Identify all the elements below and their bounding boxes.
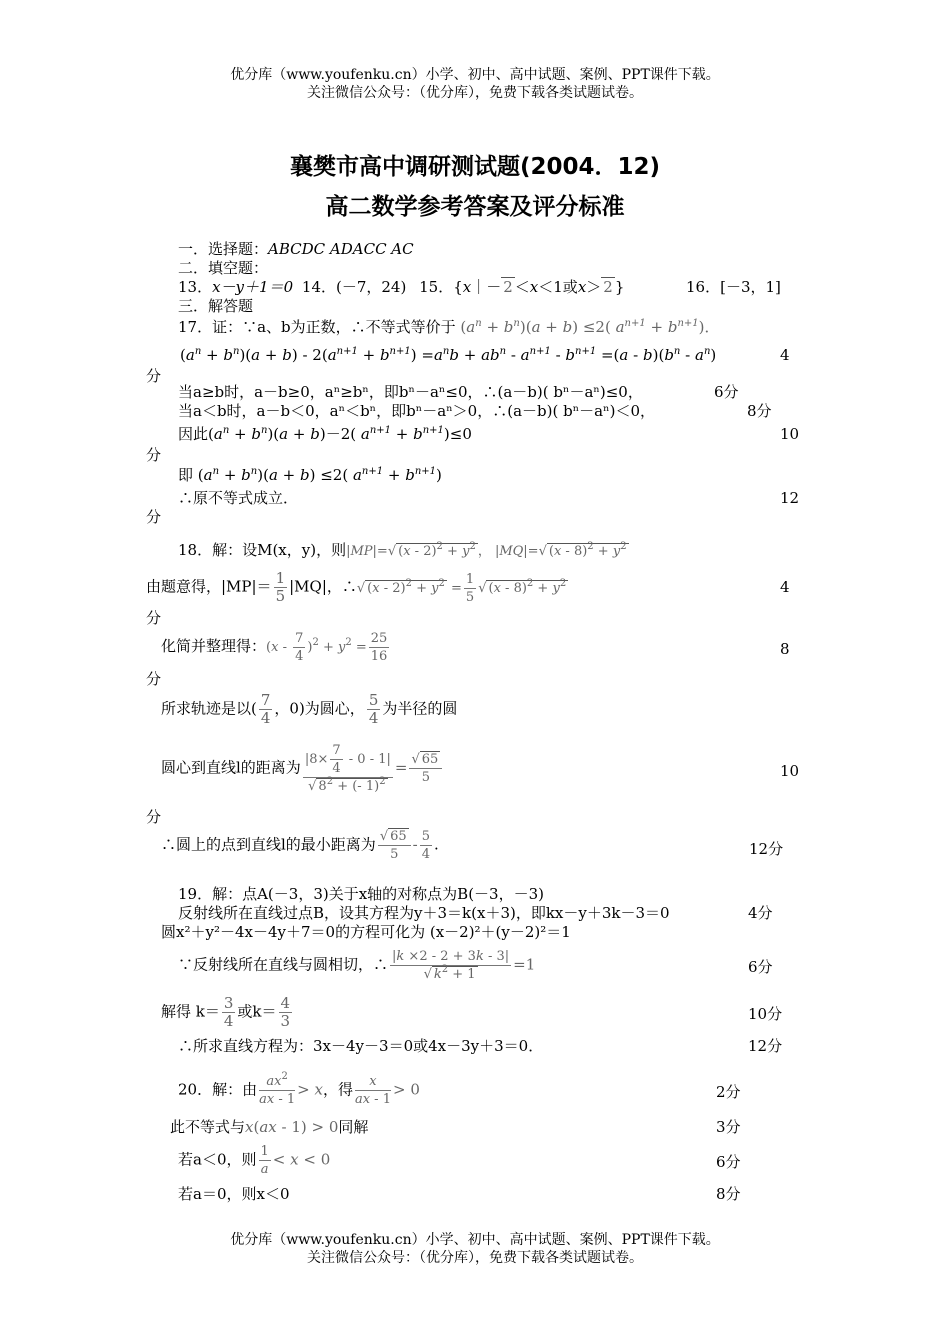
q19-line-1: 19．解：点A(－3，3)关于x轴的对称点为B(－3，－3) (178, 885, 544, 903)
footer-line-2: 关注微信公众号：（优分库），免费下载各类试题试卷。 (307, 1250, 643, 1266)
q20-line-4: 若a＝0，则x＜0 (178, 1185, 290, 1203)
q17-score-8: 8分 (747, 402, 772, 420)
header-line-2: 关注微信公众号：（优分库），免费下载各类试题试卷。 (307, 85, 643, 101)
q15-answer: {x｜－ 2 ＜x＜1或x＞ 2 } (453, 278, 625, 296)
q20-line-3: 若a＜0，则 $\frac{1}{a}$ < x < 0 (178, 1144, 331, 1177)
q14-answer: 14．(－7，24) (301, 278, 407, 296)
footer-line-1: 优分库（www.youfenku.cn）小学、初中、高中试题、案例、PPT课件下载。 (230, 1232, 720, 1248)
q18-score-10-unit: 分 (146, 808, 162, 826)
q19-score-10: 10分 (748, 1005, 783, 1023)
q17-line-3a: 当a≥b时，a－b≥0，aⁿ≥bⁿ，即bⁿ－aⁿ≤0，∴(a－b)( bⁿ－aⁿ)≤0， (178, 383, 643, 401)
solve-label: 三．解答题 (178, 297, 254, 315)
q17-score-12-unit: 分 (146, 508, 162, 526)
q18-line-2: 由题意得，|MP|＝ $\frac{1}{5}$ |MQ|，∴√ $(x - 2)^2 + y^2$ = $\frac{1}{5}$ √ $(x - 8)^2 + y^2$ (146, 569, 567, 605)
q18-score-12: 12分 (749, 840, 784, 858)
title-line-1: 襄樊市高中调研测试题(2004．12) (289, 154, 661, 180)
q18-score-8-unit: 分 (146, 670, 162, 688)
q18-score-4: 4 (780, 578, 790, 596)
q19-score-12: 12分 (748, 1037, 783, 1055)
q20-score-2: 2分 (716, 1083, 741, 1101)
q18-score-10: 10 (780, 762, 800, 780)
q19-line-2: 反射线所在直线过点B，设其方程为y＋3＝k(x＋3)，即kx－y＋3k－3＝0 (178, 904, 670, 922)
choice-line (178, 240, 414, 259)
header-line-1: 优分库（www.youfenku.cn）小学、初中、高中试题、案例、PPT课件下载。 (230, 67, 720, 83)
q18-line-3: 化简并整理得：(x - $\frac{7}{4}$ )$^2 + y^2$ = $\frac{25}{16}$ (161, 631, 388, 664)
q16-answer: 16．[－3，1] (686, 278, 781, 296)
q17-formula-1: $(a^n + b^n)(a + b) \le 2$( $a^{n+1} + b^{n+1}$)． (455, 318, 720, 336)
q18-score-4-unit: 分 (146, 609, 162, 627)
q17-score-10-unit: 分 (146, 446, 162, 464)
q17-score-4: 4 (780, 346, 790, 364)
q18-line-4: 所求轨迹是以( $\frac{7}{4}$ ，0)为圆心， $\frac{5}{4}$ 为半径的圆 (161, 691, 458, 727)
fill-label: 二．填空题： (178, 259, 269, 277)
q20-line-2: 此不等式与x(ax - 1) > 0同解 (170, 1118, 369, 1136)
q19-line-3: 圆x²＋y²－4x－4y＋7＝0的方程可化为 (x－2)²＋(y－2)²＝1 (161, 923, 571, 941)
q17-line-1: 17．证：∵a、b为正数，∴不等式等价于 $(a^n + b^n)(a + b) \le 2$( $a^{n+1} + b^{n+1}$)． (178, 318, 720, 336)
q18-line-6: ∴圆上的点到直线l的最小距离为 $\frac{√ 65}{5}$ - $\frac{5}{4}$ . (161, 829, 439, 862)
q17-score-4-unit: 分 (146, 367, 162, 385)
q17-line-3b: 当a＜b时，a－b＜0，aⁿ＜bⁿ，即bⁿ－aⁿ＞0，∴(a－b)( bⁿ－aⁿ)＜0， (178, 402, 656, 420)
q19-line-4: ∵反射线所在直线与圆相切，∴ $\frac{|k \times 2 - 2 + 3k - 3|}{√ k^2 + 1}$ =1 (178, 949, 536, 982)
q19-line-5: 解得 k＝ $\frac{3}{4}$ 或k＝ $\frac{4}{3}$ (161, 994, 291, 1030)
q17-score-6: 6分 (714, 383, 739, 401)
q19-score-4: 4分 (748, 904, 773, 922)
q18-line-1: 18．解：设M(x，y)，则|MP|=√ $(x - 2)^2 + y^2$ ， |MQ|=√ $(x - 8)^2 + y^2$ (178, 541, 627, 559)
q17-line-6: ∴原不等式成立． (178, 489, 299, 507)
q19-line-6: ∴所求直线方程为：3x－4y－3＝0或4x－3y＋3＝0． (178, 1037, 544, 1055)
q18-score-8: 8 (780, 640, 790, 658)
q20-line-1: 20．解：由 $\frac{ax^2}{ax - 1}$ > x，得 $\frac{x}{ax - 1}$ > 0 (178, 1071, 420, 1107)
q20-score-3: 3分 (716, 1118, 741, 1136)
q17-score-10: 10 (780, 425, 800, 443)
q20-score-6: 6分 (716, 1153, 741, 1171)
q17-line-4: 因此$(a^n + b^n)(a + b)-2$( $a^{n+1} + b^{n+1})\le 0$ (178, 425, 472, 443)
title-line-2: 高二数学参考答案及评分标准 (325, 194, 625, 220)
q17-formula-2: $(a^n + b^n)(a + b) - 2(a^{n+1} + b^{n+1}) =a^nb + ab^n - a^{n+1} - b^{n+1} =(a - b)(b^n - a^n)$ (180, 346, 717, 364)
q20-score-8: 8分 (716, 1185, 741, 1203)
q19-score-6: 6分 (748, 958, 773, 976)
fill-answers-line: 13．x－y＋1＝0 14．(－7，24) 15．{x｜－ 2 ＜x＜1或x＞ 2 } (178, 278, 625, 296)
q17-line-5: 即 $(a^n + b^n)(a + b) \le 2$( $a^{n+1} + b^{n+1}$) (178, 466, 442, 484)
choice-label: 一．选择题： (178, 240, 269, 258)
choice-answers: ABCDC ADACC AC (268, 240, 414, 258)
q13-answer: x－y＋1＝0 (212, 278, 294, 296)
q18-line-5: 圆心到直线l的距离为 |8× $\frac{7}{4}$ - 0 - 1| √ $8^2$ + (- 1)$^2$ = $\frac{√ 65}{5}$ (161, 742, 444, 795)
q17-score-12: 12 (780, 489, 800, 507)
